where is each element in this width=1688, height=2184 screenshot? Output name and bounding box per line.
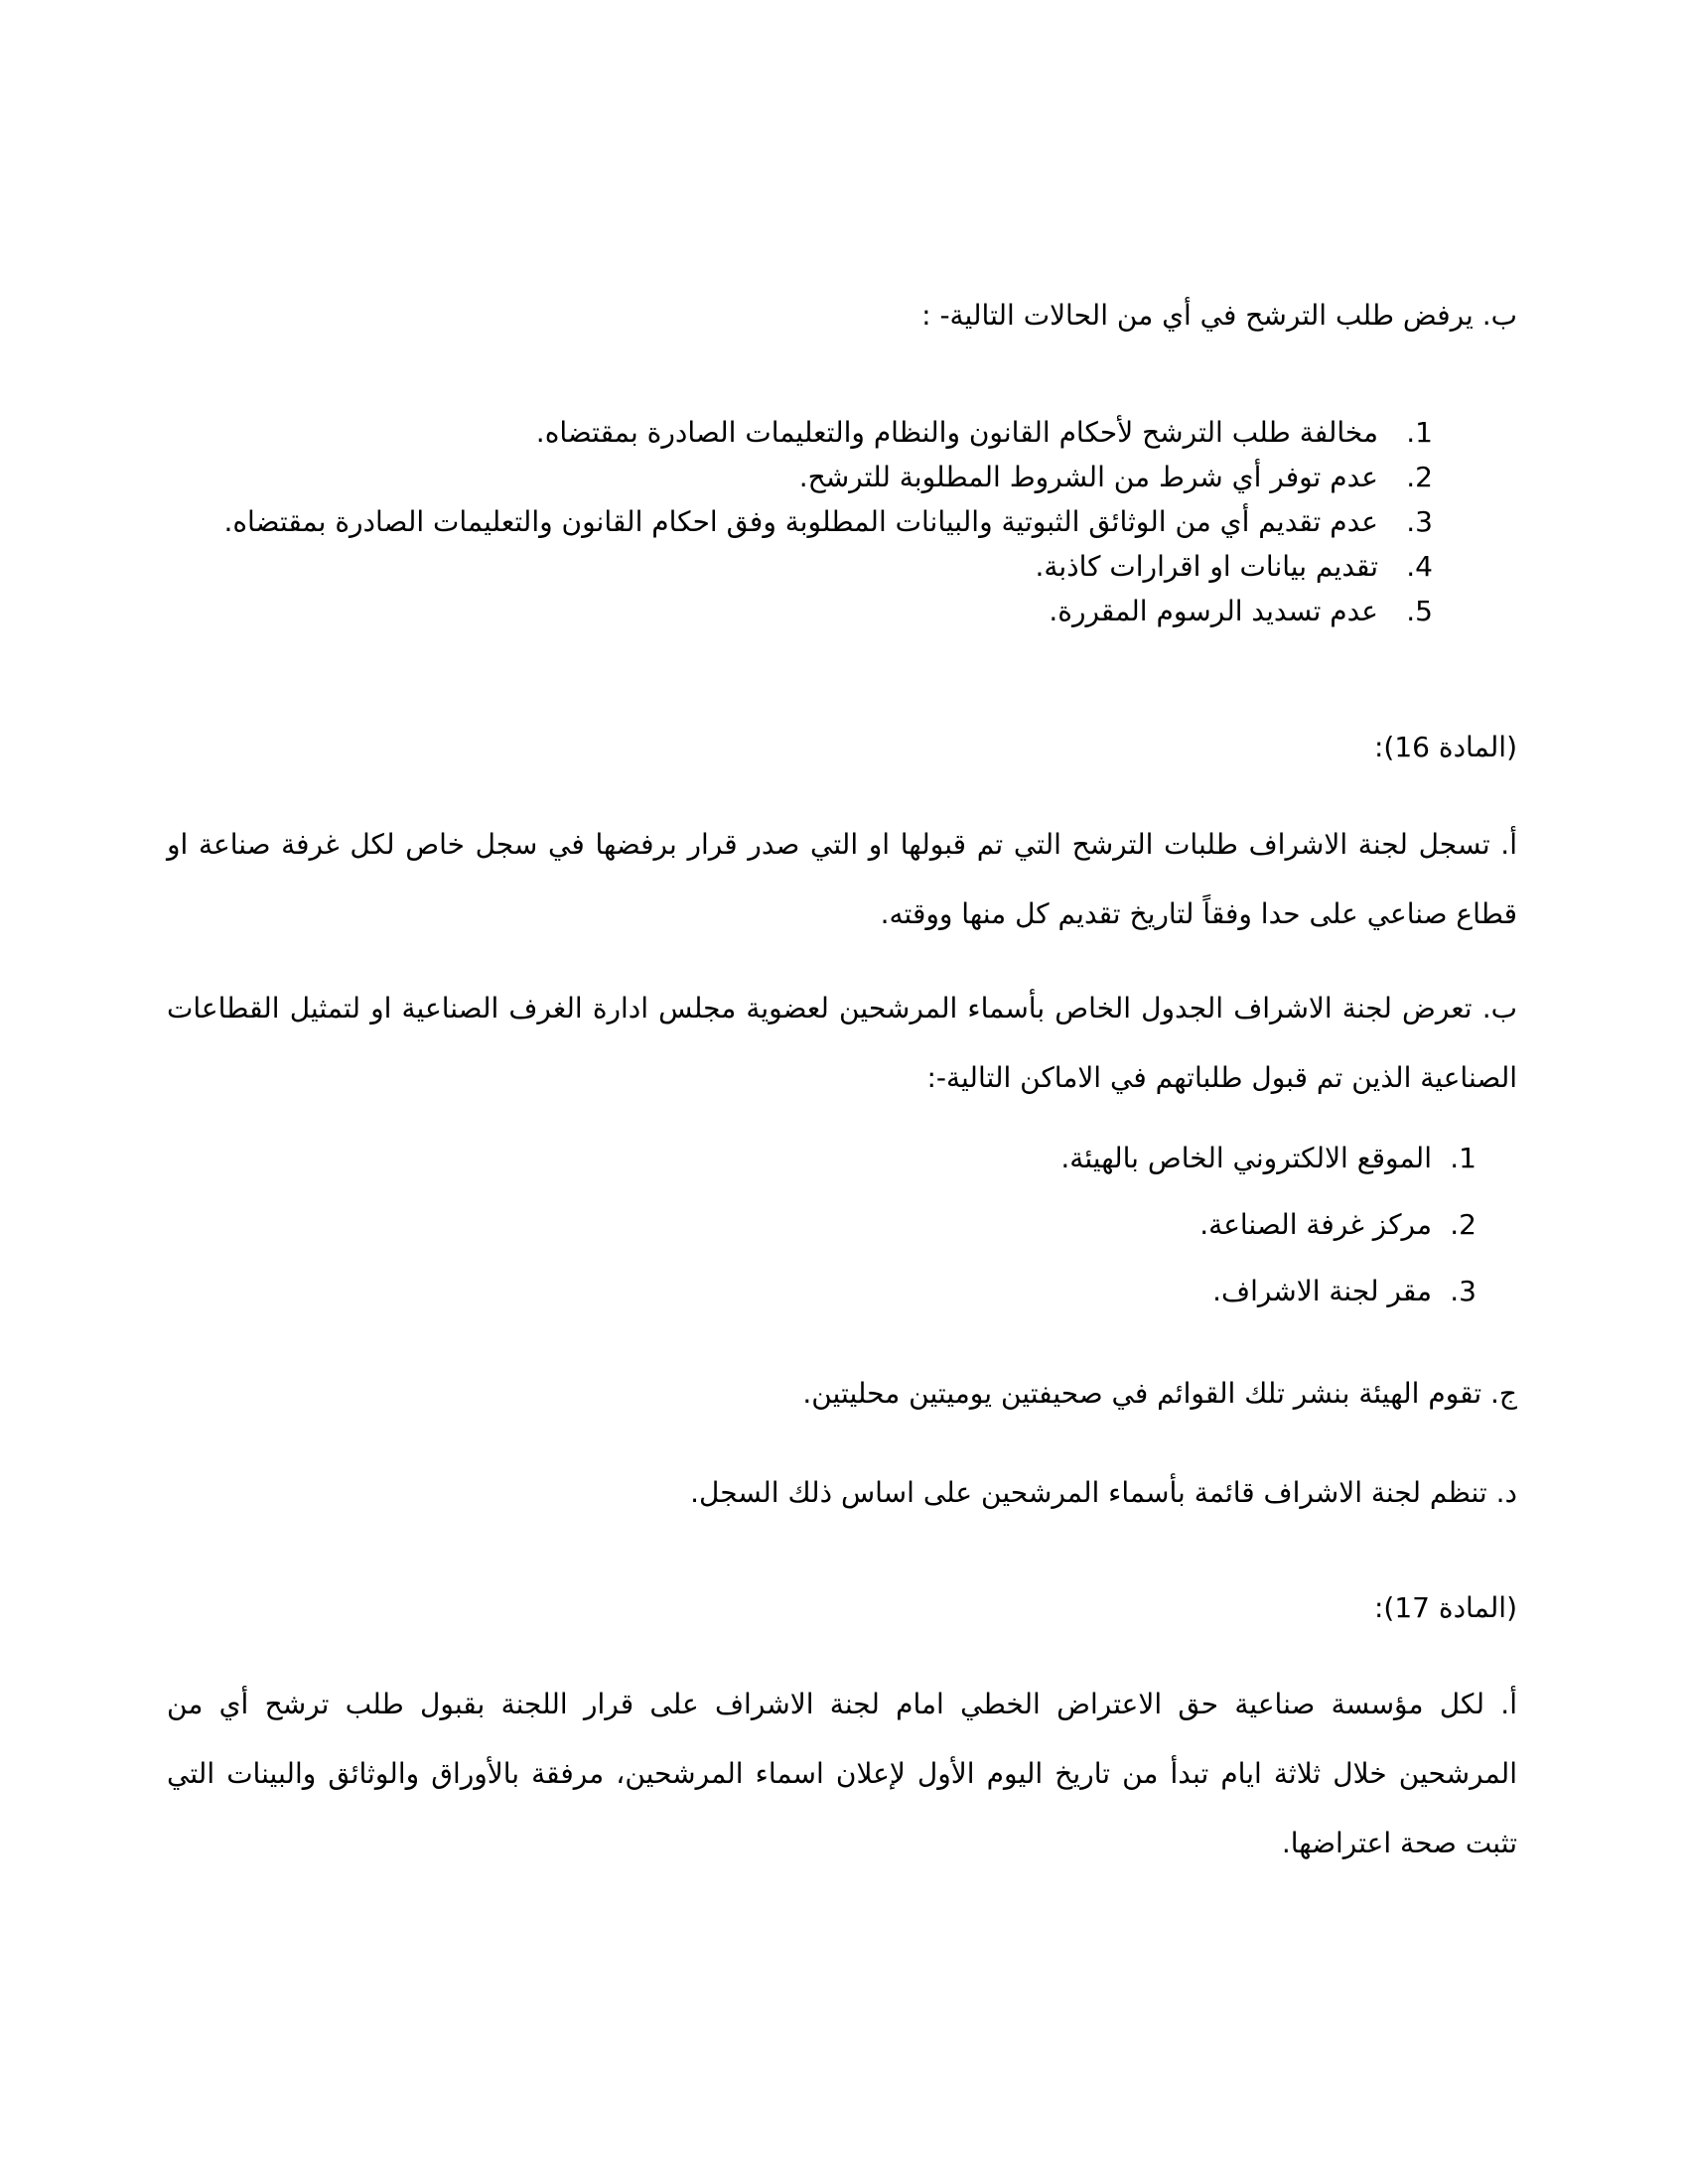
list-item-number: 3. bbox=[1406, 505, 1433, 538]
list-item bbox=[167, 455, 1433, 499]
list-item-number: 1. bbox=[1406, 416, 1433, 449]
list-item-text: مقر لجنة الاشراف. bbox=[1212, 1275, 1432, 1307]
intro-clause-b: ب. يرفض طلب الترشح في أي من الحالات التالية- : bbox=[921, 299, 1517, 332]
article-16-clause-d: د. تنظم لجنة الاشراف قائمة بأسماء المرشحين على اساس ذلك السجل. bbox=[690, 1476, 1517, 1509]
list-item-text: مركز غرفة الصناعة. bbox=[1199, 1208, 1432, 1241]
list-item bbox=[167, 410, 1433, 455]
article-16-clause-b: ب. تعرض لجنة الاشراف الجدول الخاص بأسماء المرشحين لعضوية مجلس ادارة الغرف الصناعية او لتمثيل القطاعات الصناعية الذين تم قبول طلباتهم في الاماكن التالية-: bbox=[167, 992, 1517, 1094]
list-item bbox=[167, 499, 1433, 544]
list-item bbox=[167, 1125, 1477, 1191]
rejection-reasons-list bbox=[167, 410, 1517, 633]
publication-locations-list bbox=[167, 1125, 1517, 1324]
list-item bbox=[167, 1191, 1477, 1258]
list-item-number: 5. bbox=[1406, 595, 1433, 627]
article-16-clause-c: ج. تقوم الهيئة بنشر تلك القوائم في صحيفتين يوميتين محليتين. bbox=[802, 1377, 1517, 1410]
list-item-text: مخالفة طلب الترشح لأحكام القانون والنظام والتعليمات الصادرة بمقتضاه. bbox=[535, 416, 1378, 449]
list-item-text: عدم تقديم أي من الوثائق الثبوتية والبيانات المطلوبة وفق احكام القانون والتعليمات الصادرة بمقتضاه. bbox=[223, 505, 1378, 538]
article-17-heading: (المادة 17): bbox=[1374, 1591, 1517, 1624]
list-item-number: 4. bbox=[1406, 550, 1433, 583]
list-item-number: 2. bbox=[1450, 1208, 1477, 1241]
article-16-heading: (المادة 16): bbox=[1374, 731, 1517, 763]
list-item bbox=[167, 544, 1433, 589]
list-item-text: تقديم بيانات او اقرارات كاذبة. bbox=[1035, 550, 1378, 583]
list-item-text: عدم تسديد الرسوم المقررة. bbox=[1049, 595, 1378, 627]
list-item bbox=[167, 589, 1433, 633]
list-item-text: الموقع الالكتروني الخاص بالهيئة. bbox=[1060, 1142, 1432, 1174]
list-item-text: عدم توفر أي شرط من الشروط المطلوبة للترشح. bbox=[798, 461, 1378, 493]
list-item-number: 2. bbox=[1406, 461, 1433, 493]
list-item-number: 3. bbox=[1450, 1275, 1477, 1307]
article-17-clause-a: أ. لكل مؤسسة صناعية حق الاعتراض الخطي امام لجنة الاشراف على قرار اللجنة بقبول طلب ترشح أي من المرشحين خلال ثلاثة ايام تبدأ من تاريخ اليوم الأول لإعلان اسماء المرشحين، مرفقة بالأوراق والوثائق والبينات التي تثبت صحة اعتراضها. bbox=[167, 1688, 1517, 1859]
list-item bbox=[167, 1258, 1477, 1324]
article-16-clause-a: أ. تسجل لجنة الاشراف طلبات الترشح التي تم قبولها او التي صدر قرار برفضها في سجل خاص لكل غرفة صناعة او قطاع صناعي على حدا وفقاً لتاريخ تقديم كل منها ووقته. bbox=[167, 828, 1517, 930]
list-item-number: 1. bbox=[1450, 1142, 1477, 1174]
